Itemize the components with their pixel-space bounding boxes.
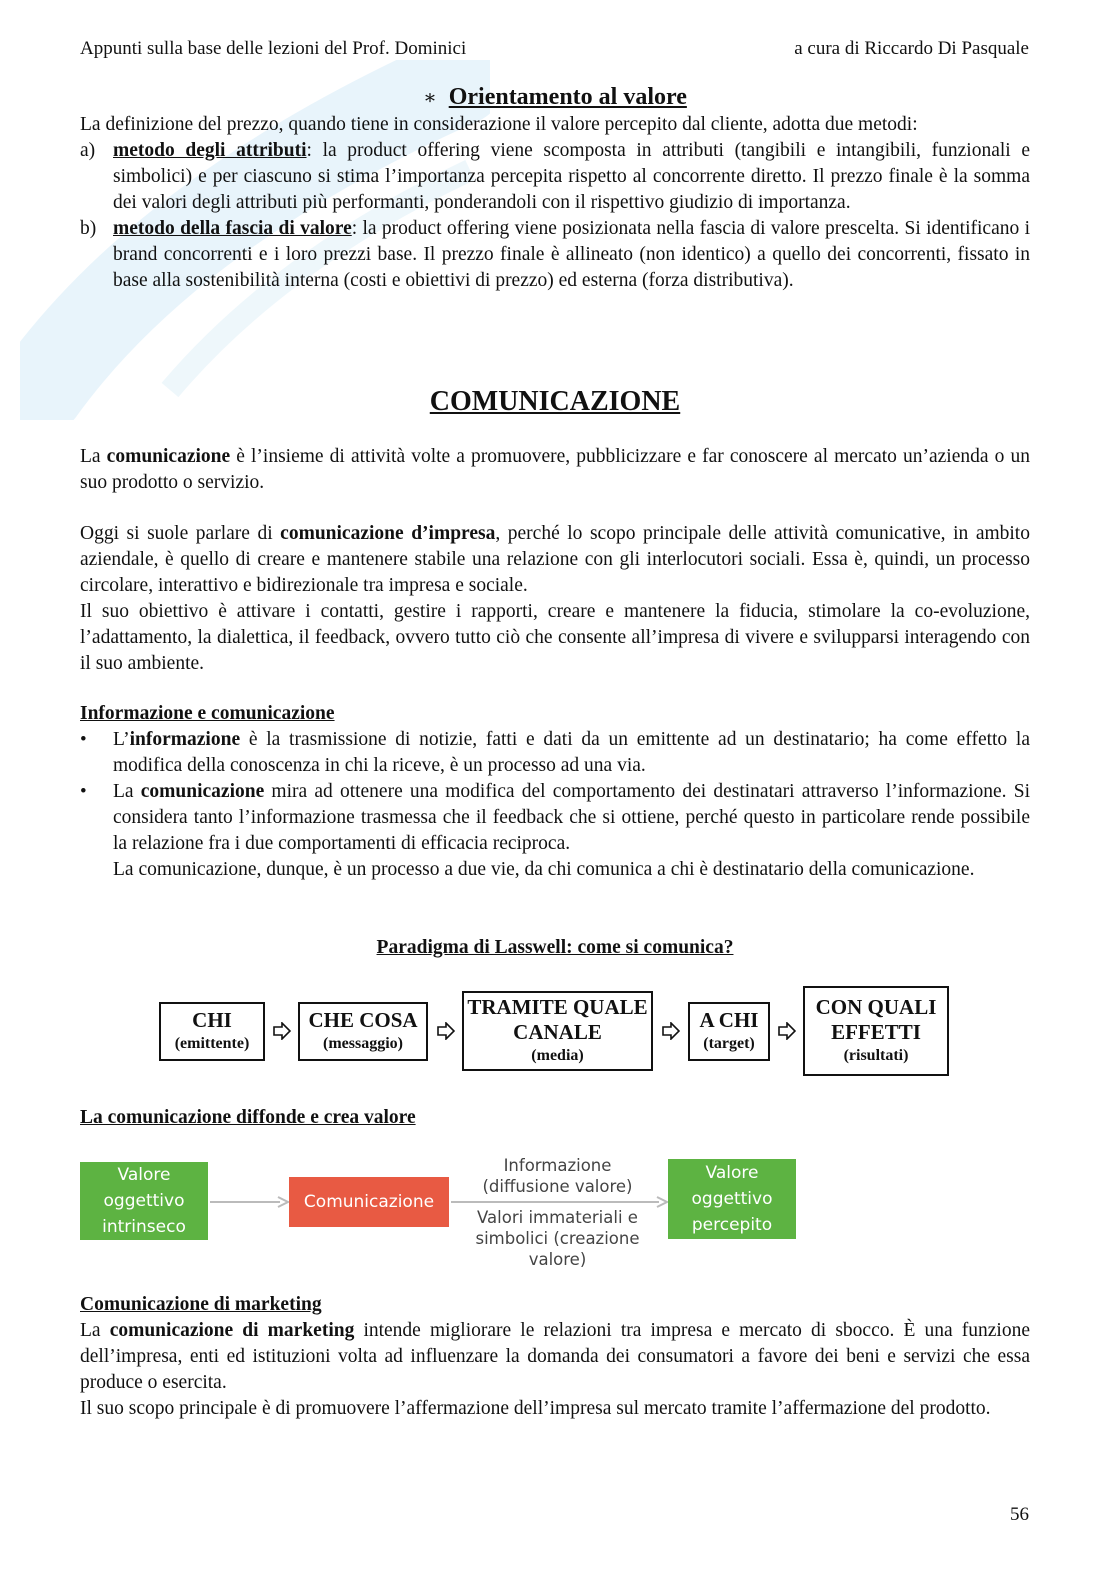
orientamento-block [80, 112, 1030, 294]
lasswell-box-a-chi [688, 1002, 770, 1061]
list-marker: b) [80, 218, 97, 239]
bold-term: comunicazione d’impresa [280, 523, 496, 544]
header-right: a cura di Riccardo Di Pasquale [794, 38, 1029, 59]
text: La [80, 1320, 110, 1341]
item-text: : la product offering viene scomposta in attributi (tangibili e intangibili, funzionali e simbolici) e per ciascuno si stima l’importanza percepita rispetto al concorrente diretto. Il prezzo finale è la somma dei valori degli attributi più performanti, ponderandoli con il rispettivo giudizio di importanza. [113, 140, 1031, 213]
text: , perché lo scopo principale delle attività comunicative, in ambito aziendale, è quello di creare e mantenere stabile una relazione con gli interlocutori sociali. Essa è, quindi, un processo circolare, interattivo e bidirezionale tra impresa e sociale. [80, 523, 1030, 596]
lasswell-box-effetti [803, 986, 949, 1076]
paragraph [80, 1318, 1030, 1422]
arrow-right-icon [778, 1022, 796, 1040]
lasswell-box-chi [159, 1002, 265, 1061]
box-main: CHI [192, 1008, 232, 1032]
text: La [113, 781, 141, 802]
list-item [80, 216, 1030, 294]
subheading-marketing: Comunicazione di marketing [80, 1294, 322, 1315]
paragraph-obiettivo: Il suo obiettivo è attivare i contatti, gestire i rapporti, creare e mantenere la fiducia, stimolare la co-evoluzione, l’adattamento, la dialettica, il feedback, ovvero tutto ciò che consente all’impresa di vivere e svilupparsi interagendo con il suo ambiente. [80, 601, 1030, 674]
list-marker: a) [80, 140, 96, 161]
header-left: Appunti sulla base delle lezioni del Prof. Dominici [80, 38, 467, 59]
bullet-icon: • [80, 781, 87, 802]
lasswell-box-che-cosa [298, 1002, 428, 1061]
text: La [80, 446, 107, 467]
text: mira ad ottenere una modifica del comportamento dei destinatari attraverso l’informazione. Si considera tanto l’informazione trasmessa che il feedback che si ottiene, perché questo in particolare rende possibile la relazione fra i due comportamenti di efficacia reciproca. [113, 781, 1030, 854]
term-fascia: metodo della fascia di valore [113, 218, 352, 239]
subheading-informazione: Informazione e comunicazione [80, 703, 335, 724]
subheading-valore: La comunicazione diffonde e crea valore [80, 1107, 416, 1128]
paragraph-scopo: Il suo scopo principale è di promuovere l’affermazione dell’impresa sul mercato tramite l’affermazione del prodotto. [80, 1398, 991, 1419]
box-main: TRAMITE QUALE CANALE [467, 995, 648, 1044]
text: intende migliorare le relazioni tra impresa e mercato di sbocco. È una funzione dell’impresa, enti ed istituzioni volta ad influenzare la domanda dei consumatori a favore dei beni e servizi che essa produce o esercita. [80, 1320, 1030, 1393]
box-valore-intrinseco: Valore oggettivo intrinseco [80, 1162, 208, 1240]
box-sub: (messaggio) [323, 1035, 403, 1052]
label-valori-immateriali: Valori immateriali e simbolici (creazione valore) [475, 1208, 640, 1269]
list-item [80, 138, 1030, 216]
arrow-right-icon [662, 1022, 680, 1040]
section-title-orientamento [80, 82, 1030, 113]
text: Oggi si suole parlare di [80, 523, 281, 544]
box-main: A CHI [699, 1008, 759, 1032]
box-valore-percepito: Valore oggettivo percepito [668, 1159, 796, 1239]
text: è l’insieme di attività volte a promuovere, pubblicizzare e far conoscere al mercato un’azienda o un suo prodotto o servizio. [80, 446, 1030, 493]
bold-term: comunicazione [140, 781, 265, 802]
box-main: CON QUALI EFFETTI [815, 995, 937, 1044]
arrow-connector-icon [208, 1195, 290, 1209]
bold-term: comunicazione [106, 446, 231, 467]
orientamento-title: Orientamento al valore [448, 84, 687, 110]
box-sub: (media) [531, 1047, 584, 1064]
bold-term: comunicazione di marketing [109, 1320, 355, 1341]
text: è la trasmissione di notizie, fatti e dati da un emittente ad un destinatario; ha come effetto la modifica della conoscenza in chi la riceve, è un processo ad una via. [113, 729, 1030, 776]
box-sub: (risultati) [843, 1047, 909, 1064]
paragraph [80, 444, 1030, 496]
valore-diagram [80, 1155, 800, 1270]
bold-term: informazione [129, 729, 241, 750]
label-informazione: Informazione (diffusione valore) [482, 1156, 633, 1196]
bullet-list [80, 727, 1030, 883]
section-title-comunicazione: COMUNICAZIONE [429, 386, 681, 417]
text: La comunicazione, dunque, è un processo a due vie, da chi comunica a chi è destinatario della comunicazione. [113, 859, 975, 880]
arrow-right-icon [273, 1022, 291, 1040]
orientamento-intro: La definizione del prezzo, quando tiene in considerazione il valore percepito dal cliente, adotta due metodi: [80, 114, 918, 135]
paragraph [80, 521, 1030, 677]
box-comunicazione: Comunicazione [289, 1177, 449, 1227]
page-number: 56 [1010, 1504, 1029, 1525]
box-sub: (target) [703, 1035, 755, 1052]
box-main: CHE COSA [308, 1008, 418, 1032]
box-sub: (emittente) [174, 1035, 250, 1052]
lasswell-title: Paradigma di Lasswell: come si comunica? [376, 937, 734, 958]
term-attributi: metodo degli attributi [113, 140, 307, 161]
asterisk-icon: ∗ [423, 87, 437, 109]
arrow-right-icon [437, 1022, 455, 1040]
text: L’ [113, 729, 130, 750]
lasswell-box-canale [462, 991, 653, 1071]
item-text: : la product offering viene posizionata nella fascia di valore prescelta. Si identificano i brand concorrenti e i loro prezzi base. Il prezzo finale è allineato (non identico) a quello dei concorrenti, fissato in base alla sostenibilità interna (costi e obiettivi di prezzo) ed esterna (forza distributiva). [113, 218, 1030, 291]
list-item [80, 779, 1030, 883]
list-item [80, 727, 1030, 779]
bullet-icon: • [80, 729, 87, 750]
